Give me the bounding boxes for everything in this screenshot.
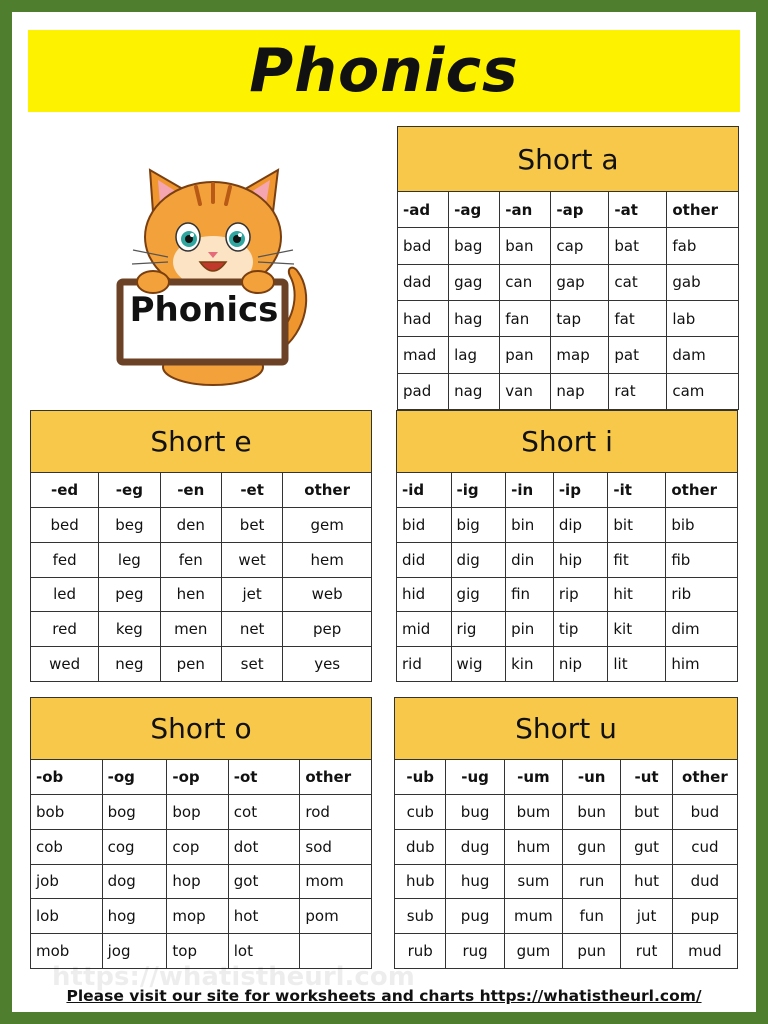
- word-cell: lit: [608, 647, 666, 682]
- word-cell: wig: [451, 647, 506, 682]
- word-cell: bag: [449, 228, 500, 264]
- word-cell: bid: [397, 508, 452, 543]
- short-o-table: [30, 697, 372, 969]
- table-row: [395, 934, 738, 969]
- word-cell: gun: [563, 829, 621, 864]
- short-u-title: Short u: [395, 698, 738, 760]
- short-e-title: Short e: [31, 411, 372, 473]
- word-cell: cog: [102, 829, 167, 864]
- footer-link-text[interactable]: Please visit our site for worksheets and charts https://whatistheurl.com/: [66, 987, 702, 1005]
- word-cell: cap: [551, 228, 609, 264]
- word-cell: sod: [300, 829, 372, 864]
- table-row: [397, 508, 738, 543]
- short-u-column-header: -ub: [395, 760, 446, 795]
- short-a-column-header: -an: [500, 192, 551, 228]
- short-o-column-header: -ot: [228, 760, 300, 795]
- word-cell: dub: [395, 829, 446, 864]
- word-cell: bad: [398, 228, 449, 264]
- word-cell: sub: [395, 899, 446, 934]
- word-cell: peg: [99, 577, 160, 612]
- word-cell: jut: [621, 899, 672, 934]
- short-i-column-header: other: [666, 473, 738, 508]
- word-cell: keg: [99, 612, 160, 647]
- short-i-column-header: -in: [506, 473, 554, 508]
- word-cell: rod: [300, 795, 372, 830]
- word-cell: leg: [99, 542, 160, 577]
- word-cell: men: [160, 612, 221, 647]
- word-cell: tap: [551, 300, 609, 336]
- word-cell: bet: [221, 508, 282, 543]
- short-o-column-header: -og: [102, 760, 167, 795]
- short-u-table: [394, 697, 738, 969]
- word-cell: dot: [228, 829, 300, 864]
- short-i-column-header: -ip: [553, 473, 608, 508]
- title-banner: [28, 30, 740, 112]
- word-cell: dip: [553, 508, 608, 543]
- short-i-title: Short i: [397, 411, 738, 473]
- table-row: [398, 228, 739, 264]
- word-cell: but: [621, 795, 672, 830]
- short-e-title-row: [31, 411, 372, 473]
- word-cell: van: [500, 373, 551, 409]
- word-cell: dad: [398, 264, 449, 300]
- word-cell: bit: [608, 508, 666, 543]
- word-cell: jog: [102, 934, 167, 969]
- word-cell: hag: [449, 300, 500, 336]
- word-cell: kit: [608, 612, 666, 647]
- word-cell: wet: [221, 542, 282, 577]
- word-cell: pan: [500, 337, 551, 373]
- short-i-column-header: -it: [608, 473, 666, 508]
- word-cell: led: [31, 577, 99, 612]
- short-a-title: Short a: [398, 127, 739, 192]
- short-e-column-header: -eg: [99, 473, 160, 508]
- word-cell: pen: [160, 647, 221, 682]
- short-a-column-header: -ag: [449, 192, 500, 228]
- word-cell: bib: [666, 508, 738, 543]
- short-e-column-header: -et: [221, 473, 282, 508]
- short-u-header-row: [395, 760, 738, 795]
- word-cell: fin: [506, 577, 554, 612]
- word-cell: ban: [500, 228, 551, 264]
- word-cell: cub: [395, 795, 446, 830]
- word-cell: can: [500, 264, 551, 300]
- word-cell: hem: [283, 542, 372, 577]
- word-cell: rib: [666, 577, 738, 612]
- word-cell: cud: [672, 829, 737, 864]
- word-cell: gag: [449, 264, 500, 300]
- word-cell: dug: [446, 829, 504, 864]
- word-cell: dog: [102, 864, 167, 899]
- word-cell: gab: [667, 264, 739, 300]
- word-cell: fed: [31, 542, 99, 577]
- word-cell: pun: [563, 934, 621, 969]
- word-cell: pad: [398, 373, 449, 409]
- word-cell: dim: [666, 612, 738, 647]
- word-cell: bed: [31, 508, 99, 543]
- word-cell: hop: [167, 864, 228, 899]
- short-e-column-header: -ed: [31, 473, 99, 508]
- word-cell: lob: [31, 899, 103, 934]
- word-cell: got: [228, 864, 300, 899]
- word-cell: bun: [563, 795, 621, 830]
- short-a-column-header: -ad: [398, 192, 449, 228]
- word-cell: pom: [300, 899, 372, 934]
- table-row: [397, 577, 738, 612]
- table-row: [31, 829, 372, 864]
- word-cell: nip: [553, 647, 608, 682]
- word-cell: mud: [672, 934, 737, 969]
- short-i-title-row: [397, 411, 738, 473]
- word-cell: bug: [446, 795, 504, 830]
- word-cell: hit: [608, 577, 666, 612]
- word-cell: rid: [397, 647, 452, 682]
- word-cell: him: [666, 647, 738, 682]
- word-cell: hip: [553, 542, 608, 577]
- watermark-text: https://whatistheurl.com: [52, 962, 415, 992]
- word-cell: pug: [446, 899, 504, 934]
- word-cell: big: [451, 508, 506, 543]
- word-cell: fib: [666, 542, 738, 577]
- word-cell: jet: [221, 577, 282, 612]
- page-title: Phonics: [249, 36, 519, 106]
- word-cell: pup: [672, 899, 737, 934]
- word-cell: dud: [672, 864, 737, 899]
- word-cell: fun: [563, 899, 621, 934]
- table-row: [398, 300, 739, 336]
- table-row: [395, 829, 738, 864]
- word-cell: mop: [167, 899, 228, 934]
- word-cell: gig: [451, 577, 506, 612]
- table-row: [31, 612, 372, 647]
- short-o-column-header: -ob: [31, 760, 103, 795]
- worksheet-page: [12, 12, 756, 1012]
- table-row: [31, 542, 372, 577]
- table-row: [31, 508, 372, 543]
- short-a-column-header: -at: [609, 192, 667, 228]
- word-cell: run: [563, 864, 621, 899]
- word-cell: hug: [446, 864, 504, 899]
- word-cell: had: [398, 300, 449, 336]
- word-cell: mom: [300, 864, 372, 899]
- word-cell: net: [221, 612, 282, 647]
- mascot-sign-text: Phonics: [129, 290, 279, 330]
- table-row: [398, 373, 739, 409]
- word-cell: den: [160, 508, 221, 543]
- table-row: [31, 577, 372, 612]
- word-cell: lot: [228, 934, 300, 969]
- word-cell: wed: [31, 647, 99, 682]
- table-row: [397, 542, 738, 577]
- word-cell: lag: [449, 337, 500, 373]
- word-cell: hot: [228, 899, 300, 934]
- short-u-column-header: -ut: [621, 760, 672, 795]
- word-cell: fab: [667, 228, 739, 264]
- word-cell: bum: [504, 795, 562, 830]
- word-cell: bat: [609, 228, 667, 264]
- short-o-title-row: [31, 698, 372, 760]
- word-cell: bin: [506, 508, 554, 543]
- short-e-header-row: [31, 473, 372, 508]
- word-cell: dig: [451, 542, 506, 577]
- word-cell: nap: [551, 373, 609, 409]
- word-cell: bob: [31, 795, 103, 830]
- table-row: [397, 612, 738, 647]
- short-o-column-header: -op: [167, 760, 228, 795]
- word-cell: mad: [398, 337, 449, 373]
- short-u-column-header: other: [672, 760, 737, 795]
- word-cell: hog: [102, 899, 167, 934]
- word-cell: cop: [167, 829, 228, 864]
- word-cell: nag: [449, 373, 500, 409]
- word-cell: cob: [31, 829, 103, 864]
- word-cell: hut: [621, 864, 672, 899]
- word-cell: lab: [667, 300, 739, 336]
- short-u-column-header: -un: [563, 760, 621, 795]
- short-o-header-row: [31, 760, 372, 795]
- short-u-title-row: [395, 698, 738, 760]
- word-cell: top: [167, 934, 228, 969]
- word-cell: red: [31, 612, 99, 647]
- table-row: [398, 264, 739, 300]
- word-cell: did: [397, 542, 452, 577]
- word-cell: beg: [99, 508, 160, 543]
- word-cell: set: [221, 647, 282, 682]
- word-cell: cat: [609, 264, 667, 300]
- table-row: [397, 647, 738, 682]
- table-row: [31, 899, 372, 934]
- word-cell: hum: [504, 829, 562, 864]
- short-a-header-row: [398, 192, 739, 228]
- word-cell: fan: [500, 300, 551, 336]
- word-cell: sum: [504, 864, 562, 899]
- table-row: [398, 337, 739, 373]
- table-row: [31, 864, 372, 899]
- short-i-column-header: -id: [397, 473, 452, 508]
- word-cell: bop: [167, 795, 228, 830]
- short-a-column-header: -ap: [551, 192, 609, 228]
- word-cell: pat: [609, 337, 667, 373]
- word-cell: neg: [99, 647, 160, 682]
- word-cell: dam: [667, 337, 739, 373]
- word-cell: web: [283, 577, 372, 612]
- table-row: [31, 647, 372, 682]
- table-row: [395, 899, 738, 934]
- table-row: [395, 864, 738, 899]
- word-cell: pin: [506, 612, 554, 647]
- word-cell: hid: [397, 577, 452, 612]
- word-cell: mid: [397, 612, 452, 647]
- table-row: [395, 795, 738, 830]
- word-cell: rip: [553, 577, 608, 612]
- short-a-table: [397, 126, 739, 410]
- short-i-table: [396, 410, 738, 682]
- short-u-column-header: -ug: [446, 760, 504, 795]
- word-cell: gap: [551, 264, 609, 300]
- short-o-column-header: other: [300, 760, 372, 795]
- cat-mascot-illustration: [108, 152, 318, 392]
- word-cell: pep: [283, 612, 372, 647]
- word-cell: mob: [31, 934, 103, 969]
- word-cell: tip: [553, 612, 608, 647]
- word-cell: rat: [609, 373, 667, 409]
- short-u-column-header: -um: [504, 760, 562, 795]
- word-cell: fit: [608, 542, 666, 577]
- short-e-column-header: -en: [160, 473, 221, 508]
- word-cell: job: [31, 864, 103, 899]
- word-cell: gem: [283, 508, 372, 543]
- word-cell: fat: [609, 300, 667, 336]
- word-cell: hub: [395, 864, 446, 899]
- word-cell: gut: [621, 829, 672, 864]
- short-e-column-header: other: [283, 473, 372, 508]
- short-i-header-row: [397, 473, 738, 508]
- word-cell: map: [551, 337, 609, 373]
- short-i-column-header: -ig: [451, 473, 506, 508]
- word-cell: rut: [621, 934, 672, 969]
- short-a-column-header: other: [667, 192, 739, 228]
- word-cell: hen: [160, 577, 221, 612]
- word-cell: bud: [672, 795, 737, 830]
- word-cell: yes: [283, 647, 372, 682]
- word-cell: rug: [446, 934, 504, 969]
- word-cell: mum: [504, 899, 562, 934]
- short-a-title-row: [398, 127, 739, 192]
- word-cell: bog: [102, 795, 167, 830]
- word-cell: rig: [451, 612, 506, 647]
- word-cell: rub: [395, 934, 446, 969]
- short-e-table: [30, 410, 372, 682]
- word-cell: cam: [667, 373, 739, 409]
- word-cell: kin: [506, 647, 554, 682]
- short-o-title: Short o: [31, 698, 372, 760]
- table-row: [31, 795, 372, 830]
- word-cell: fen: [160, 542, 221, 577]
- word-cell: din: [506, 542, 554, 577]
- word-cell: gum: [504, 934, 562, 969]
- word-cell: cot: [228, 795, 300, 830]
